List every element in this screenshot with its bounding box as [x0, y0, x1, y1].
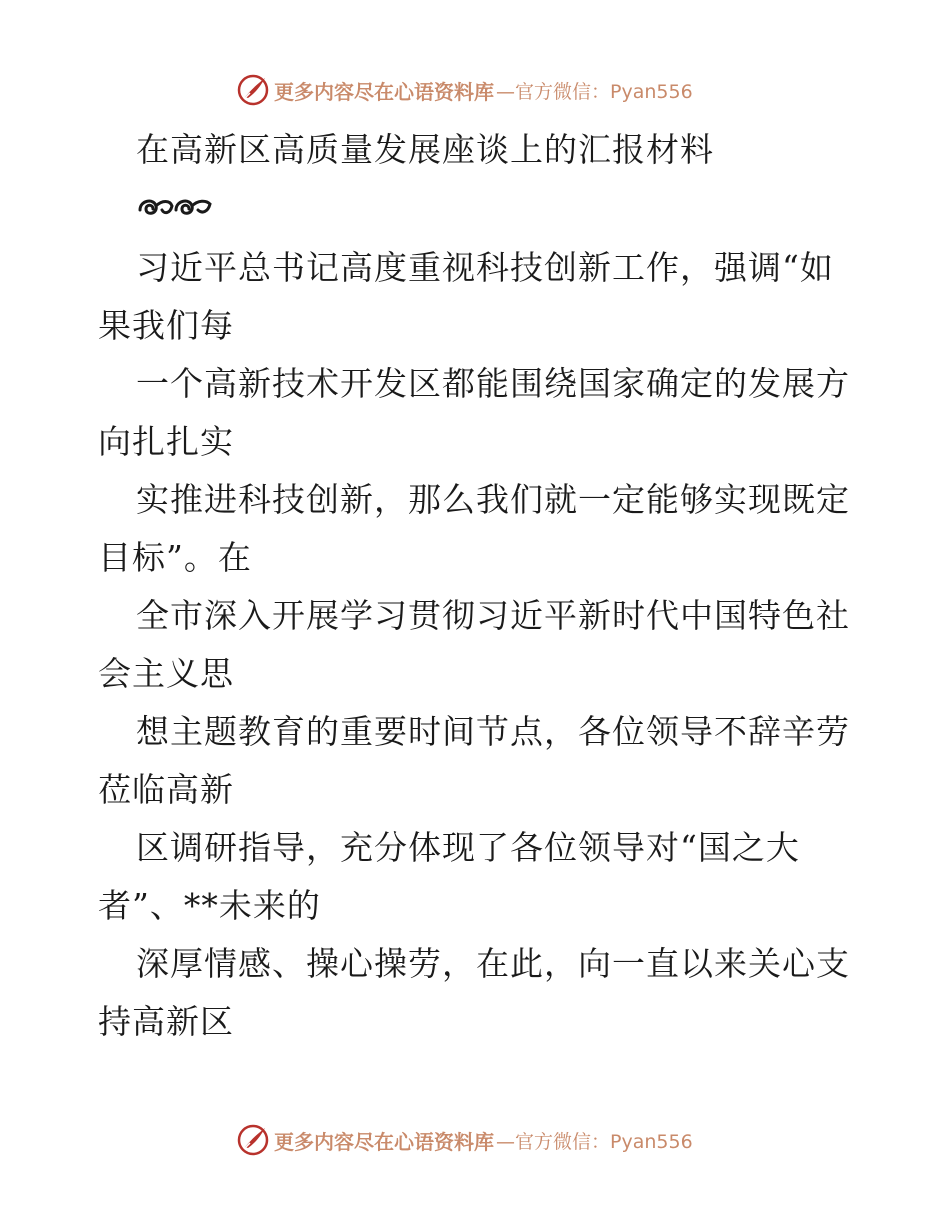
watermark-site-text: 更多内容尽在心语资料库: [274, 79, 494, 104]
footer-watermark: [236, 1122, 693, 1158]
body-line: 持高新区: [98, 1002, 234, 1041]
body-line: 想主题教育的重要时间节点，各位领导不辞辛劳: [136, 712, 850, 751]
body-line: 莅临高新: [98, 770, 234, 809]
body-line: 习近平总书记高度重视科技创新工作，强调“如: [136, 248, 834, 287]
body-line: 果我们每: [98, 306, 234, 345]
body-line: 目标”。在: [98, 538, 252, 577]
body-line: 向扎扎实: [98, 422, 234, 461]
swirl-ornament-icon: [136, 192, 214, 222]
header-watermark: [236, 72, 693, 108]
body-line: 深厚情感、操心操劳，在此，向一直以来关心支: [136, 944, 850, 983]
watermark-site-text: 更多内容尽在心语资料库: [274, 1129, 494, 1154]
body-line: 会主义思: [98, 654, 234, 693]
body-line: 全市深入开展学习贯彻习近平新时代中国特色社: [136, 596, 850, 635]
document-title: 在高新区高质量发展座谈上的汇报材料: [136, 130, 714, 169]
quill-logo-icon: [236, 73, 270, 107]
watermark-wechat-text: —官方微信：Pyan556: [496, 1130, 693, 1153]
body-line: 实推进科技创新，那么我们就一定能够实现既定: [136, 480, 850, 519]
body-line: 区调研指导，充分体现了各位领导对“国之大: [136, 828, 800, 867]
body-line: 一个高新技术开发区都能围绕国家确定的发展方: [136, 364, 850, 403]
quill-logo-icon: [236, 1123, 270, 1157]
body-line: 者”、**未来的: [98, 886, 321, 925]
watermark-wechat-text: —官方微信：Pyan556: [496, 80, 693, 103]
